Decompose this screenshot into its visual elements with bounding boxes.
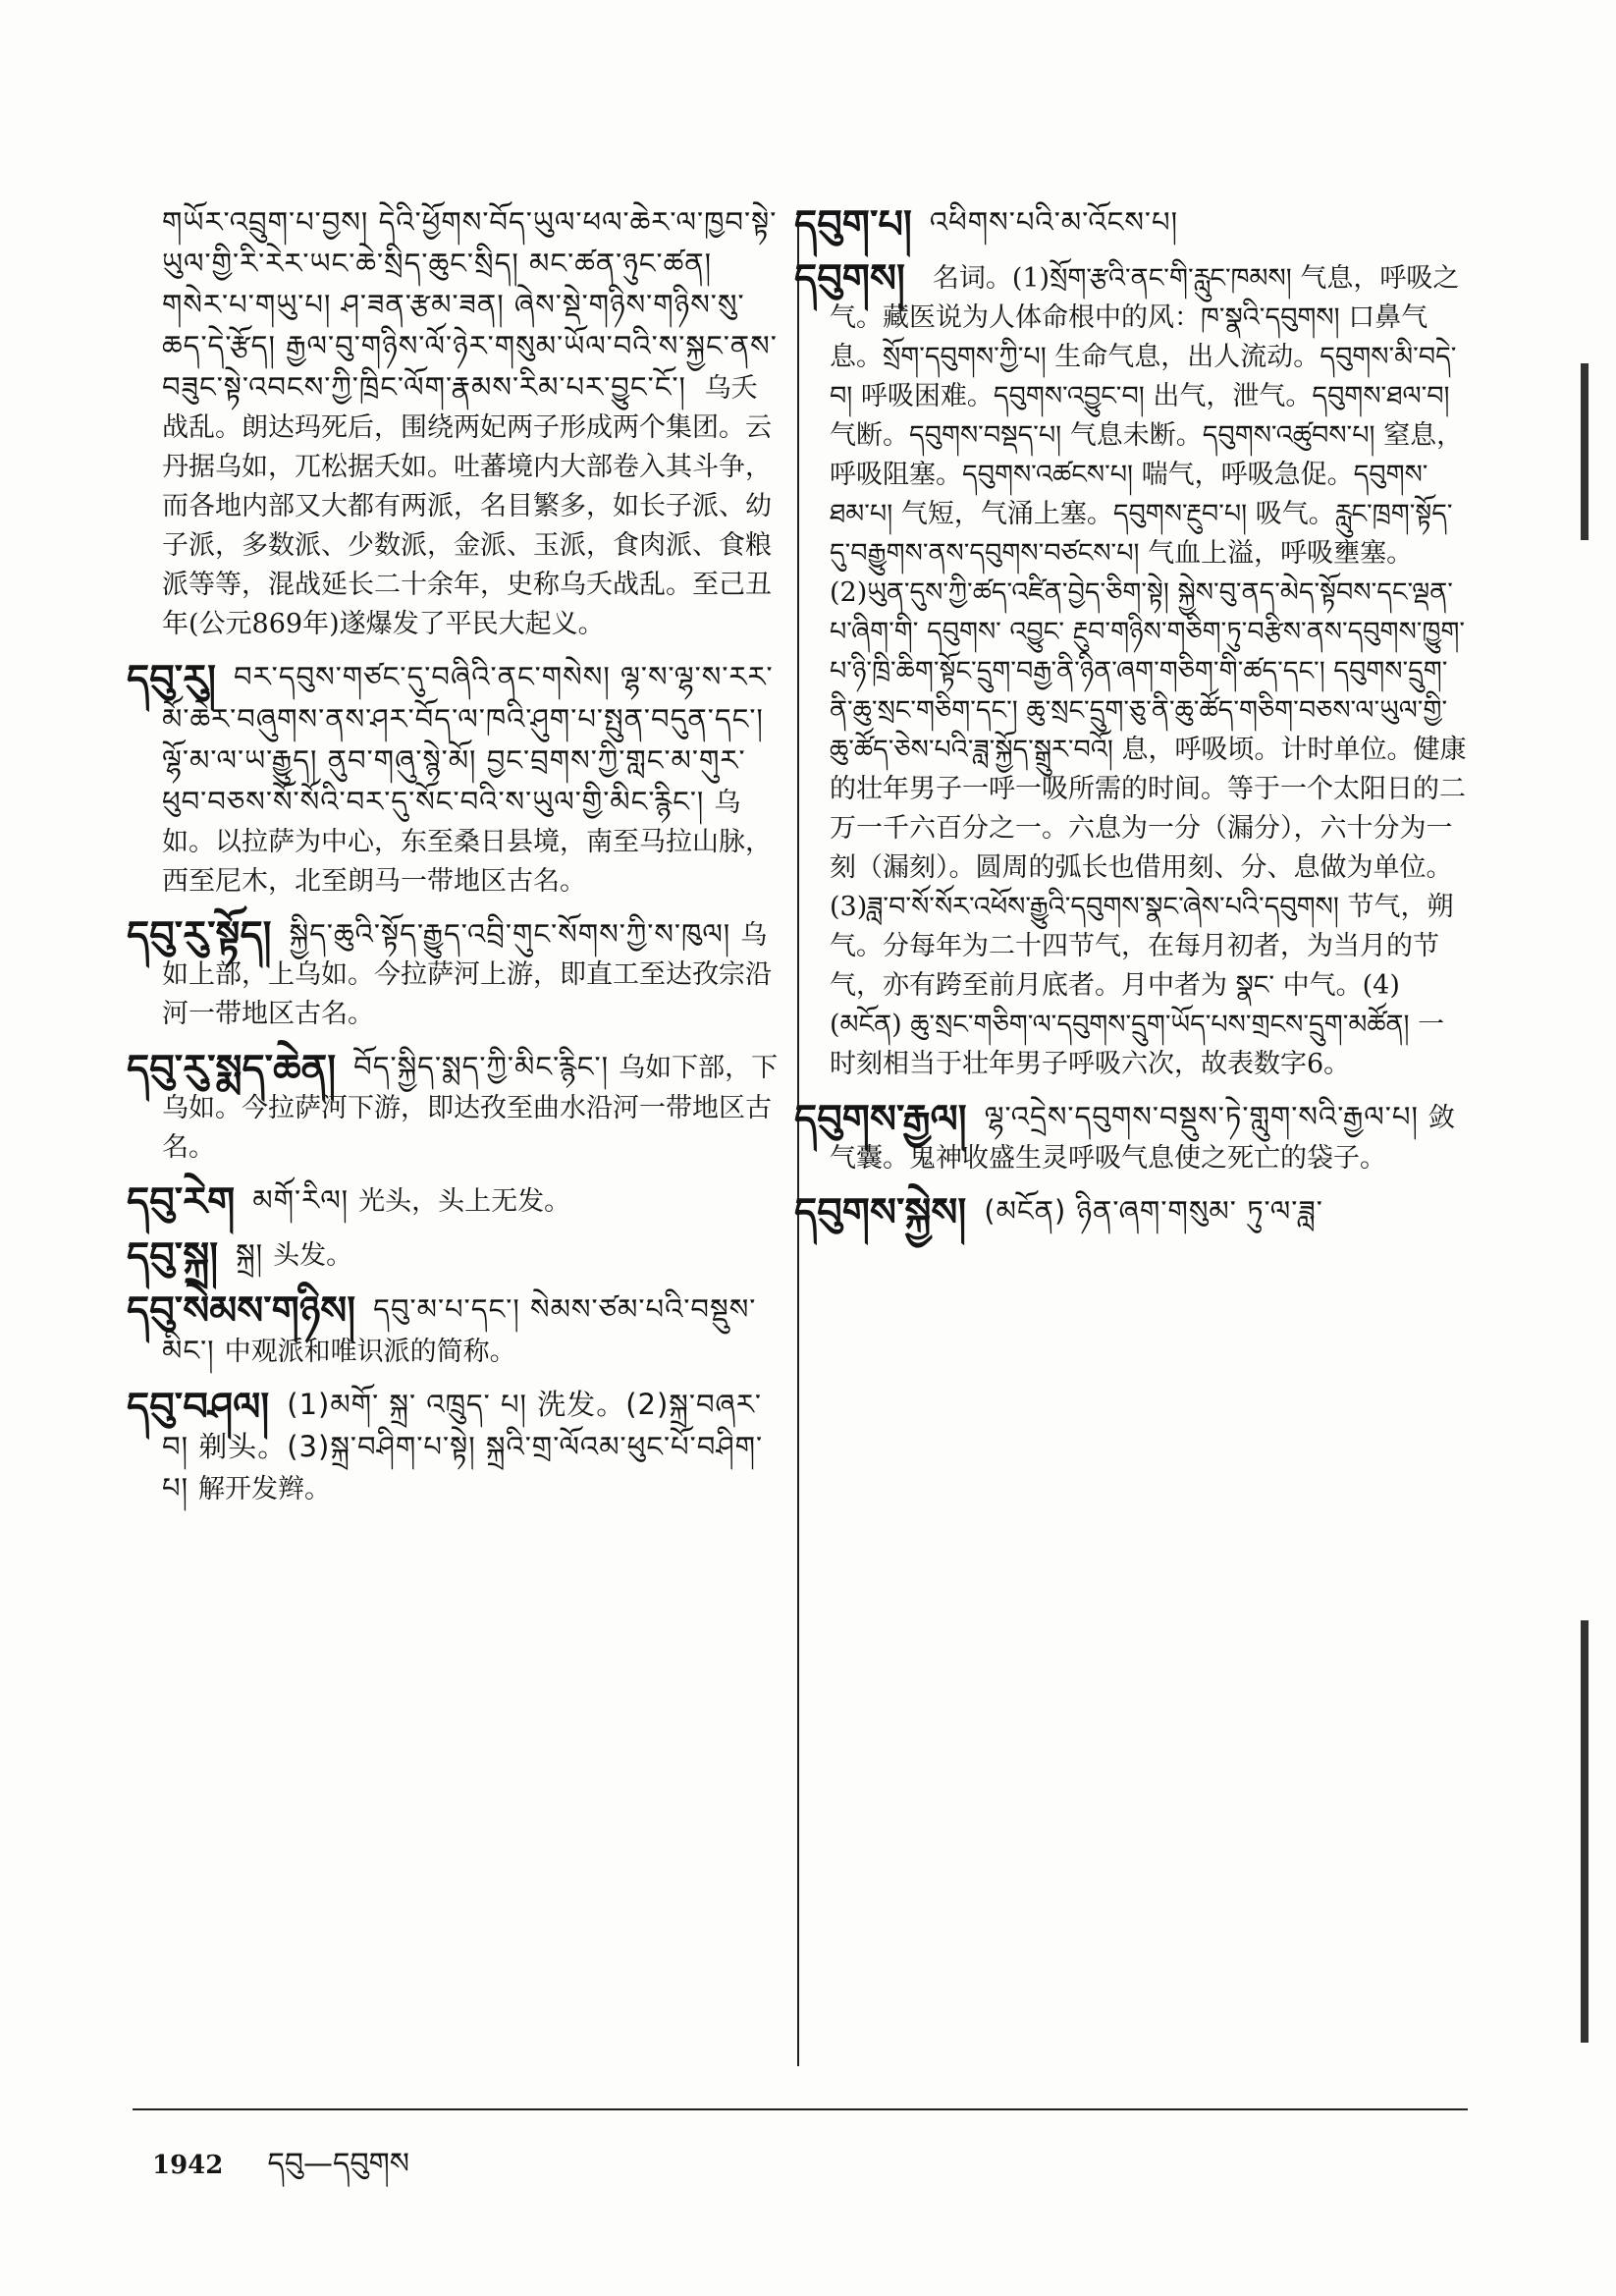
entry-tibetan: སྐྲ། <box>236 1237 264 1271</box>
entry-chinese: 头发。 <box>273 1240 353 1271</box>
entry-chinese: 乌夭战乱。朗达玛死后，围绕两妃两子形成两个集团。云丹据乌如，兀松据夭如。吐蕃境内大部卷入其斗争，而各地内部又大都有两派，名目繁多，如长子派、幼子派，多数派、少数派，金派、玉派，食肉派、食粮派等等，混战延长二十余年，史称乌夭战乱。至己丑年(公元869年)遂爆发了平民大起义。 <box>162 373 772 639</box>
entry-tibetan: མགོ་རིལ། <box>252 1182 350 1217</box>
column-divider <box>797 218 799 2066</box>
dictionary-entry <box>127 1384 781 1509</box>
right-column <box>794 201 1468 2045</box>
entry-tibetan: (མངོན) ཉིན་ཞག་གསུམ་ ཏུ་ལ་ཟླ་ <box>984 1193 1323 1228</box>
entry-headword: དབུ་སྐྲ། <box>127 1233 219 1280</box>
page-number: 1942 <box>152 2151 224 2180</box>
entry-tibetan: བར་དབུས་གཙང་དུ་བཞིའི་ནང་གསེས། ལྷ་ས་ལྷ་ས་རར་མོ་ཆེར་བཞུགས་ནས་ཤར་བོད་ལ་ཁའི་ཤུག་པ་སྤུན་བདུན་དང་། ལྷོ་མ་ལ་ཡ་རྒྱུད། ནུབ་གཞུ་སྙེ་མོ། བྱང་བྲགས་ཀྱི་གླང་མ་གུར་ཕུབ་བཅས་སོ་སོའི་བར་དུ་སོང་བའི་ས་ཡུལ་གྱི་མིང་རྙིང་། <box>162 660 774 818</box>
continued-entry <box>162 202 781 644</box>
dictionary-entry <box>794 1096 1468 1178</box>
entry-chinese: 乌如上部，上乌如。今拉萨河上游，即直工至达孜宗沿河一带地区古名。 <box>162 919 772 1029</box>
entry-chinese: 乌如。以拉萨为中心，东至桑日县境，南至马拉山脉，西至尼木，北至朗马一带地区古名。 <box>162 787 772 897</box>
entry-chinese: 乌如下部，下乌如。今拉萨河下游，即达孜至曲水沿河一带地区古名。 <box>162 1053 779 1163</box>
entry-headword: དབུ་རུ། <box>127 656 216 702</box>
entry-headword: དབུ་བཤལ། <box>127 1384 270 1430</box>
entry-chinese: 中观派和唯识派的简称。 <box>224 1337 516 1367</box>
entry-headword: དབུ་སེམས་གཉིས། <box>127 1288 356 1334</box>
entry-headword: དབུ་རུ་སྟོད། <box>127 913 272 958</box>
left-column <box>127 202 781 2045</box>
entry-tibetan: གཡོར་འབྲུག་པ་བྱས། དེའི་ཕྱོགས་བོད་ཡུལ་ཕལ་ཆེར་ལ་ཁྱབ་སྟེ་ཡུལ་གྱི་རི་རེར་ཡང་ཆེ་སྲིད་ཆུང་སྲིད། མང་ཚན་ཉུང་ཚན། གསེར་པ་གཡུ་པ། ཤ་ཟན་རྩམ་ཟན། ཞེས་སྡེ་གཉིས་གཉིས་སུ་ཆད་དེ་རྩོད། རྒྱལ་བུ་གཉིས་ལོ་ཉེར་གསུམ་ཡོལ་བའི་ས་སྐྱང་ནས་བཟུང་སྟེ་འབངས་ཀྱི་ཁྲིང་ལོག་རྣམས་རིམ་པར་བྱུང་ངོ་། <box>162 205 778 404</box>
scan-edge-mark <box>1581 1620 1589 2043</box>
entry-tibetan: འཕིགས་པའི་མ་འོངས་པ། <box>929 205 1179 239</box>
entry-headword: དབུགས་རྒྱལ། <box>794 1096 967 1142</box>
dictionary-entry <box>127 1046 781 1168</box>
dictionary-entry <box>127 1288 781 1373</box>
entry-tibetan: ལྷ་འདྲེས་དབུགས་བསྡུས་ཏེ་གླུག་སའི་རྒྱལ་པ། <box>984 1100 1419 1133</box>
dictionary-entry <box>127 656 781 902</box>
headword-range: དབུ—དབུགས <box>267 2147 410 2181</box>
entry-tibetan: སྐྱིད་ཆུའི་སྟོད་རྒྱུད་འབྲི་གུང་སོགས་ཀྱི་ས་ཁུལ། <box>289 916 731 951</box>
dictionary-entry <box>794 201 1468 247</box>
dictionary-entry <box>794 1190 1468 1235</box>
entry-tibetan: དབུ་མ་པ་དང་། སེམས་ཙམ་པའི་བསྡུས་མིང་། <box>162 1291 757 1367</box>
entry-headword: དབུ་རུ་སྨད་ཆེན། <box>127 1046 337 1092</box>
entry-headword: དབུགས། <box>794 256 905 301</box>
dictionary-entry <box>794 256 1468 1085</box>
entry-headword: དབུག་པ། <box>794 201 912 247</box>
entry-tibetan: བོད་སྐྱིད་སྨད་ཀྱི་མིང་རྙིང་། <box>353 1050 610 1083</box>
dictionary-entry <box>127 1179 781 1225</box>
entry-tibetan: (1)མགོ་ སྐྲ་ འཁྲུད་ པ། 洗发。(2)སྐྲ་བཞར་བ། 剃头。(3)སྐྲ་བཤིག་པ་སྟེ། སྐྲའི་གྲ་ལོའམ་ཕུང་པོ་བཤིག་པ། <box>162 1388 764 1504</box>
entry-headword: དབུགས་སྐྱེས། <box>794 1190 967 1235</box>
page-footer <box>152 2131 409 2214</box>
entry-chinese: 光头，头上无发。 <box>358 1185 571 1217</box>
footer-rule <box>133 2108 1468 2110</box>
dictionary-entry <box>127 1233 781 1280</box>
entry-headword: དབུ་རེག <box>127 1179 236 1225</box>
entry-chinese: 解开发辫。 <box>198 1473 332 1504</box>
entry-chinese: 名词。(1)སྲོག་རྩའི་ནང་གི་རླུང་ཁམས། 气息，呼吸之气。藏医说为人体命根中的风：ཁ་སྣའི་དབུགས། 口鼻气息。སྲོག་དབུགས་ཀྱི་པ། 生命气息，出人流动。དབུགས་མི་བདེ་བ། 呼吸困难。དབུགས་འབྱུང་བ། 出气，泄气。དབུགས་ཐལ་བ། 气断。དབུགས་བསྡད་པ། 气息未断。དབུགས་འཚུབས་པ། 窒息，呼吸阻塞。དབུགས་འཚངས་པ། 喘气，呼吸急促。དབུགས་ཐམ་པ། 气短，气涌上塞。དབུགས་རྔུབ་པ། 吸气。རླུང་ཁྲག་སྟོད་དུ་བརྒྱུགས་ནས་དབུགས་བཙངས་པ། 气血上溢，呼吸壅塞。(2)ཡུན་དུས་ཀྱི་ཚད་འཛིན་བྱེད་ཅིག་སྟེ། སྐྱེས་བུ་ནད་མེད་སྟོབས་དང་ལྡན་པ་ཞིག་གི་ དབུགས་ འབྱུང་ རྔུབ་གཉིས་གཅིག་ཏུ་བརྩིས་ནས་དབུགས་ཁྱུག་པ་ཉི་ཁྲི་ཆིག་སྟོང་དྲུག་བརྒྱ་ནི་ཉིན་ཞག་གཅིག་གི་ཚད་དང་། དབུགས་དྲུག་ནི་ཆུ་སྲང་གཅིག་དང་། ཆུ་སྲང་དྲུག་ཅུ་ནི་ཆུ་ཚོད་གཅིག་བཅས་ལ་ཡུལ་གྱི་ཆུ་ཚོད་ཅེས་པའི་ཟླ་སྐྱོད་སྒྲུར་བའོ། 息，呼吸顷。计时单位。健康的壮年男子一呼一吸所需的时间。等于一个太阳日的二万一千六百分之一。六息为一分（漏分），六十分为一刻（漏刻）。圆周的弧长也借用刻、分、息做为单位。(3)ཟླ་བ་སོ་སོར་འཕོས་རྒྱུའི་དབུགས་སྣང་ཞེས་པའི་དབུགས། 节气，朔气。分每年为二十四节气，在每月初者，为当月的节气，亦有跨至前月底者。月中者为 སྣང་ 中气。(4)(མངོན) ཆུ་སྲང་གཅིག་ལ་དབུགས་དྲུག་ཡོད་པས་གྲངས་དྲུག་མཚོན། 一时刻相当于壮年男子呼吸六次，故表数字6。 <box>830 262 1467 1079</box>
dictionary-entry <box>127 913 781 1035</box>
entry-chinese: 敛气囊。鬼神收盛生灵呼吸气息使之死亡的袋子。 <box>830 1103 1455 1174</box>
scan-edge-mark <box>1581 363 1589 540</box>
